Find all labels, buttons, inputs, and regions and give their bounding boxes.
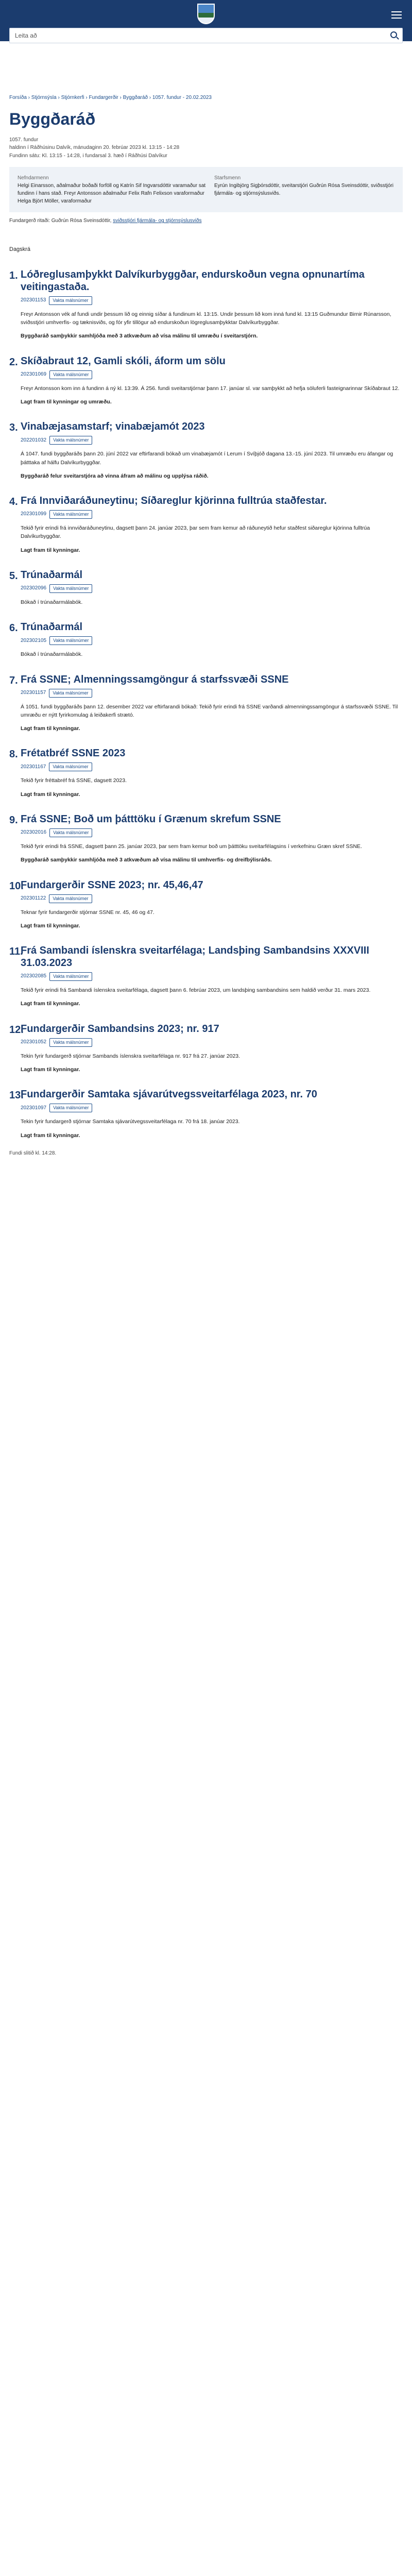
- menu-icon[interactable]: [391, 9, 402, 21]
- case-row: [21, 689, 403, 698]
- item-decision: Lagt fram til kynningar og umræðu.: [21, 398, 112, 405]
- follow-case-button[interactable]: Vakta málsnúmer: [49, 972, 92, 981]
- agenda-item: [0, 747, 412, 799]
- search-placeholder: Leita að: [15, 32, 37, 39]
- item-number: 9.: [9, 814, 18, 826]
- item-title: Fundargerðir Sambandsins 2023; nr. 917: [21, 1023, 219, 1035]
- item-title: Frá SSNE; Boð um þátttöku í Grænum skrefum SSNE: [21, 813, 281, 825]
- follow-case-button[interactable]: Vakta málsnúmer: [49, 1038, 92, 1047]
- agenda-item: [0, 268, 412, 341]
- item-title: Frá Sambandi íslenskra sveitarfélaga; Landsþing Sambandsins XXXVIII 31.03.2023: [21, 945, 369, 969]
- item-number: 12.: [9, 1024, 24, 1036]
- breadcrumb[interactable]: Forsíða › Stjórnsýsla › Stjórnkerfi › Fundargerðir › Byggðaráð › 1057. fundur - 20.02.2023: [9, 95, 212, 100]
- site-header: [0, 0, 412, 41]
- item-body: Tekið fyrir erindi frá Sambandi íslenskra sveitarfélaga, dagsett þann 6. febrúar 2023, um landsþing sambandsins sem haldið verður 31. mars 2023.: [21, 987, 371, 994]
- case-row: [21, 828, 403, 837]
- case-number[interactable]: 202302105: [21, 637, 47, 643]
- item-decision: Byggðaráð felur sveitarstjóra að vinna áfram að málinu og upplýsa ráðið.: [21, 472, 209, 479]
- item-decision: Lagt fram til kynningar.: [21, 922, 80, 929]
- agenda-item: [0, 879, 412, 930]
- meeting-meta: 1057. fundur haldinn í Ráðhúsinu Dalvík, mánudaginn 20. febrúar 2023 kl. 13:15 - 14:28 Fundinn sátu: Kl. 13:15 - 14:28, i fundarsal 3. hæð í Ráðhúsi Dalvíkur: [9, 137, 180, 159]
- case-row: [21, 436, 403, 445]
- item-number: 13.: [9, 1090, 24, 1101]
- case-row: [21, 1038, 403, 1047]
- members-list: Helgi Einarsson, aðalmaður boðaði forföll og Katrín Sif Ingvarsdóttir varamaður sat fundinn í hans stað. Freyr Antonsson aðalmaður Felix Rafn Felixson varaformaður Helga Björt Möller, varaformaður: [18, 183, 206, 205]
- case-number[interactable]: 202301122: [21, 895, 46, 901]
- item-body: Á 1047. fundi byggðaráðs þann 20. júní 2022 var eftirfarandi bókað um vinabæjamót í Lerum í Svíþjóð dagana 13.-15. júní 2023. Til umræðu eru áfangar og þátttaka af hálfu Dalvíkurbyggðar.: [21, 451, 393, 466]
- attendees-box: [9, 167, 403, 212]
- case-number[interactable]: 202301069: [21, 371, 47, 377]
- agenda-item: [0, 495, 412, 554]
- case-number[interactable]: 202301167: [21, 764, 46, 770]
- agenda-heading: Dagskrá: [9, 246, 30, 252]
- item-number: 2.: [9, 356, 18, 368]
- item-number: 8.: [9, 749, 18, 760]
- dalvikurbyggd-logo[interactable]: [197, 4, 215, 24]
- case-row: [21, 1104, 403, 1112]
- search-icon[interactable]: [390, 31, 397, 38]
- item-body: Freyr Antonsson kom inn á fundinn á ný kl. 13:39. Á 256. fundi sveitarstjórnar þann 17. janúar sl. var samþykkt að hefja söluferli fasteignarinnar Skíðabraut 12.: [21, 385, 400, 392]
- item-decision: Lagt fram til kynningar.: [21, 1066, 80, 1073]
- item-decision: Byggðaráð samþykkir samhljóða með 3 atkvæðum að vísa málinu til umræðu í sveitarstjórn.: [21, 333, 258, 340]
- item-title: Frá Innviðaráðuneytinu; Síðareglur kjörinna fulltrúa staðfestar.: [21, 495, 327, 507]
- item-number: 6.: [9, 622, 18, 634]
- follow-case-button[interactable]: Vakta málsnúmer: [49, 510, 92, 519]
- item-body: Tekið fyrir erindi frá SSNE, dagsett þann 25. janúar 2023, þar sem fram kemur boð um þátttöku sveitarfélagsins í verkefninu Græn skref SSNE.: [21, 843, 362, 850]
- item-title: Fundargerðir SSNE 2023; nr. 45,46,47: [21, 879, 203, 891]
- case-row: [21, 296, 403, 305]
- item-title: Lóðreglusamþykkt Dalvíkurbyggðar, endurskoðun vegna opnunartíma veitingastaða.: [21, 268, 365, 293]
- case-number[interactable]: 202201032: [21, 437, 47, 443]
- item-body: Tekið fyrir fréttabréf frá SSNE, dagsett 2023.: [21, 777, 127, 784]
- item-body: Teknar fyrir fundargerðir stjórnar SSNE nr. 45, 46 og 47.: [21, 909, 154, 916]
- case-number[interactable]: 202301157: [21, 689, 46, 696]
- item-decision: Lagt fram til kynningar.: [21, 725, 80, 732]
- item-number: 7.: [9, 674, 18, 686]
- follow-case-button[interactable]: Vakta málsnúmer: [49, 1104, 92, 1112]
- agenda-item: [0, 355, 412, 406]
- agenda-item: [0, 813, 412, 865]
- agenda-item: [0, 1088, 412, 1140]
- follow-case-button[interactable]: Vakta málsnúmer: [49, 296, 92, 305]
- item-body: Tekið fyrir erindi frá innviðaráðuneytinu, dagsett þann 24. janúar 2023, þar sem fram kemur að ráðuneytið hefur staðfest siðareglur kjörinna fulltrúa Dalvíkurbyggðar.: [21, 525, 370, 540]
- case-row: [21, 972, 403, 981]
- case-row: [21, 894, 403, 903]
- item-body: Tekin fyrir fundargerð stjórnar Samtaka sjávarútvegssveitarfélaga nr. 70 frá 18. janúar 2023.: [21, 1118, 240, 1125]
- staff-list: Eyrún Ingibjörg Sigþórsdóttir, sveitarstjóri Guðrún Rósa Sveinsdóttir, sviðsstjóri fjármála- og stjórnsýslusviðs.: [214, 183, 393, 197]
- item-number: 1.: [9, 269, 18, 281]
- item-decision: Byggðaráð samþykkir samhljóða með 3 atkvæðum að vísa málinu til umhverfis- og dreifbýlisráðs.: [21, 857, 272, 863]
- follow-case-button[interactable]: Vakta málsnúmer: [49, 689, 92, 698]
- item-title: Skíðabraut 12, Gamli skóli, áform um sölu: [21, 355, 226, 367]
- follow-case-button[interactable]: Vakta málsnúmer: [49, 370, 92, 379]
- minutes-taker: Fundargerð ritaði: Guðrún Rósa Sveinsdóttir, sviðsstjóri fjármála- og stjórnsýslusviðs: [9, 218, 202, 224]
- minutes-taker-link[interactable]: sviðsstjóri fjármála- og stjórnsýslusviðs: [113, 218, 202, 224]
- follow-case-button[interactable]: Vakta málsnúmer: [49, 762, 92, 771]
- item-title: Trúnaðarmál: [21, 569, 83, 581]
- agenda-item: [0, 1023, 412, 1074]
- case-row: [21, 584, 403, 593]
- agenda-item: [0, 621, 412, 658]
- case-row: [21, 636, 403, 645]
- page-title: Byggðaráð: [9, 109, 96, 128]
- item-decision: Lagt fram til kynningar.: [21, 1001, 80, 1007]
- agenda-item: [0, 944, 412, 1008]
- item-body: Á 1051. fundi byggðaráðs þann 12. desember 2022 var eftirfarandi bókað: Tekið fyrir erindi frá SSNE varðandi almenningssamgöngur á starfssvæði SSNE. Til umræðu er nýtt fyrirkomulag á leiðakerfi strætó.: [21, 703, 398, 718]
- item-title: Frétatbréf SSNE 2023: [21, 748, 126, 759]
- case-number[interactable]: 202302096: [21, 585, 47, 591]
- item-body: Tekin fyrir fundargerð stjórnar Sambands íslenskra sveitarfélaga nr. 917 frá 27. janúar 2023.: [21, 1053, 241, 1059]
- item-title: Fundargerðir Samtaka sjávarútvegssveitarfélaga 2023, nr. 70: [21, 1089, 317, 1100]
- follow-case-button[interactable]: Vakta málsnúmer: [49, 436, 92, 445]
- members-heading: Nefndarmenn: [18, 175, 49, 181]
- sign-off: Fundi slitið kl. 14:28.: [9, 1150, 57, 1156]
- search-input[interactable]: [9, 28, 403, 43]
- case-number[interactable]: 202301099: [21, 511, 47, 517]
- item-decision: Lagt fram til kynningar.: [21, 791, 80, 798]
- item-body: Bókað í trúnaðarmálabók.: [21, 599, 83, 605]
- case-number[interactable]: 202301153: [21, 297, 46, 303]
- item-title: Vinabæjasamstarf; vinabæjamót 2023: [21, 421, 205, 433]
- agenda-list: [0, 268, 412, 1140]
- item-body: Bókað í trúnaðarmálabók.: [21, 651, 83, 658]
- case-number[interactable]: 202301052: [21, 1039, 47, 1045]
- follow-case-button[interactable]: Vakta málsnúmer: [49, 894, 92, 903]
- case-number[interactable]: 202302085: [21, 973, 47, 979]
- follow-case-button[interactable]: Vakta málsnúmer: [49, 636, 92, 645]
- agenda-item: [0, 420, 412, 480]
- agenda-item: [0, 569, 412, 606]
- item-title: Frá SSNE; Almenningssamgöngur á starfssvæði SSNE: [21, 673, 289, 685]
- follow-case-button[interactable]: Vakta málsnúmer: [49, 828, 92, 837]
- item-number: 5.: [9, 570, 18, 582]
- case-row: [21, 370, 403, 379]
- item-body: Freyr Antonsson vék af fundi undir þessum lið og einnig síðar á fundinum kl. 13:15. Undir þessum lið kom inná fund kl. 13:15 Guðmundur Birnir Rúnarsson, sviðsstjóri umhverfis- og tæknisviðs, og fór yfir tillögur að endurskoðun lögreglusamþykktar Dalvíkurbyggðar.: [21, 311, 391, 326]
- item-decision: Lagt fram til kynningar.: [21, 1132, 80, 1139]
- item-number: 11.: [9, 946, 23, 958]
- item-decision: Lagt fram til kynningar.: [21, 547, 80, 553]
- case-number[interactable]: 202301097: [21, 1105, 47, 1111]
- item-number: 3.: [9, 422, 18, 434]
- item-number: 4.: [9, 496, 18, 508]
- follow-case-button[interactable]: Vakta málsnúmer: [49, 584, 92, 593]
- staff-heading: Starfsmenn: [214, 175, 241, 181]
- case-row: [21, 762, 403, 771]
- case-number[interactable]: 202302016: [21, 829, 47, 836]
- case-row: [21, 510, 403, 519]
- agenda-item: [0, 673, 412, 733]
- item-number: 10.: [9, 880, 24, 892]
- item-title: Trúnaðarmál: [21, 621, 83, 633]
